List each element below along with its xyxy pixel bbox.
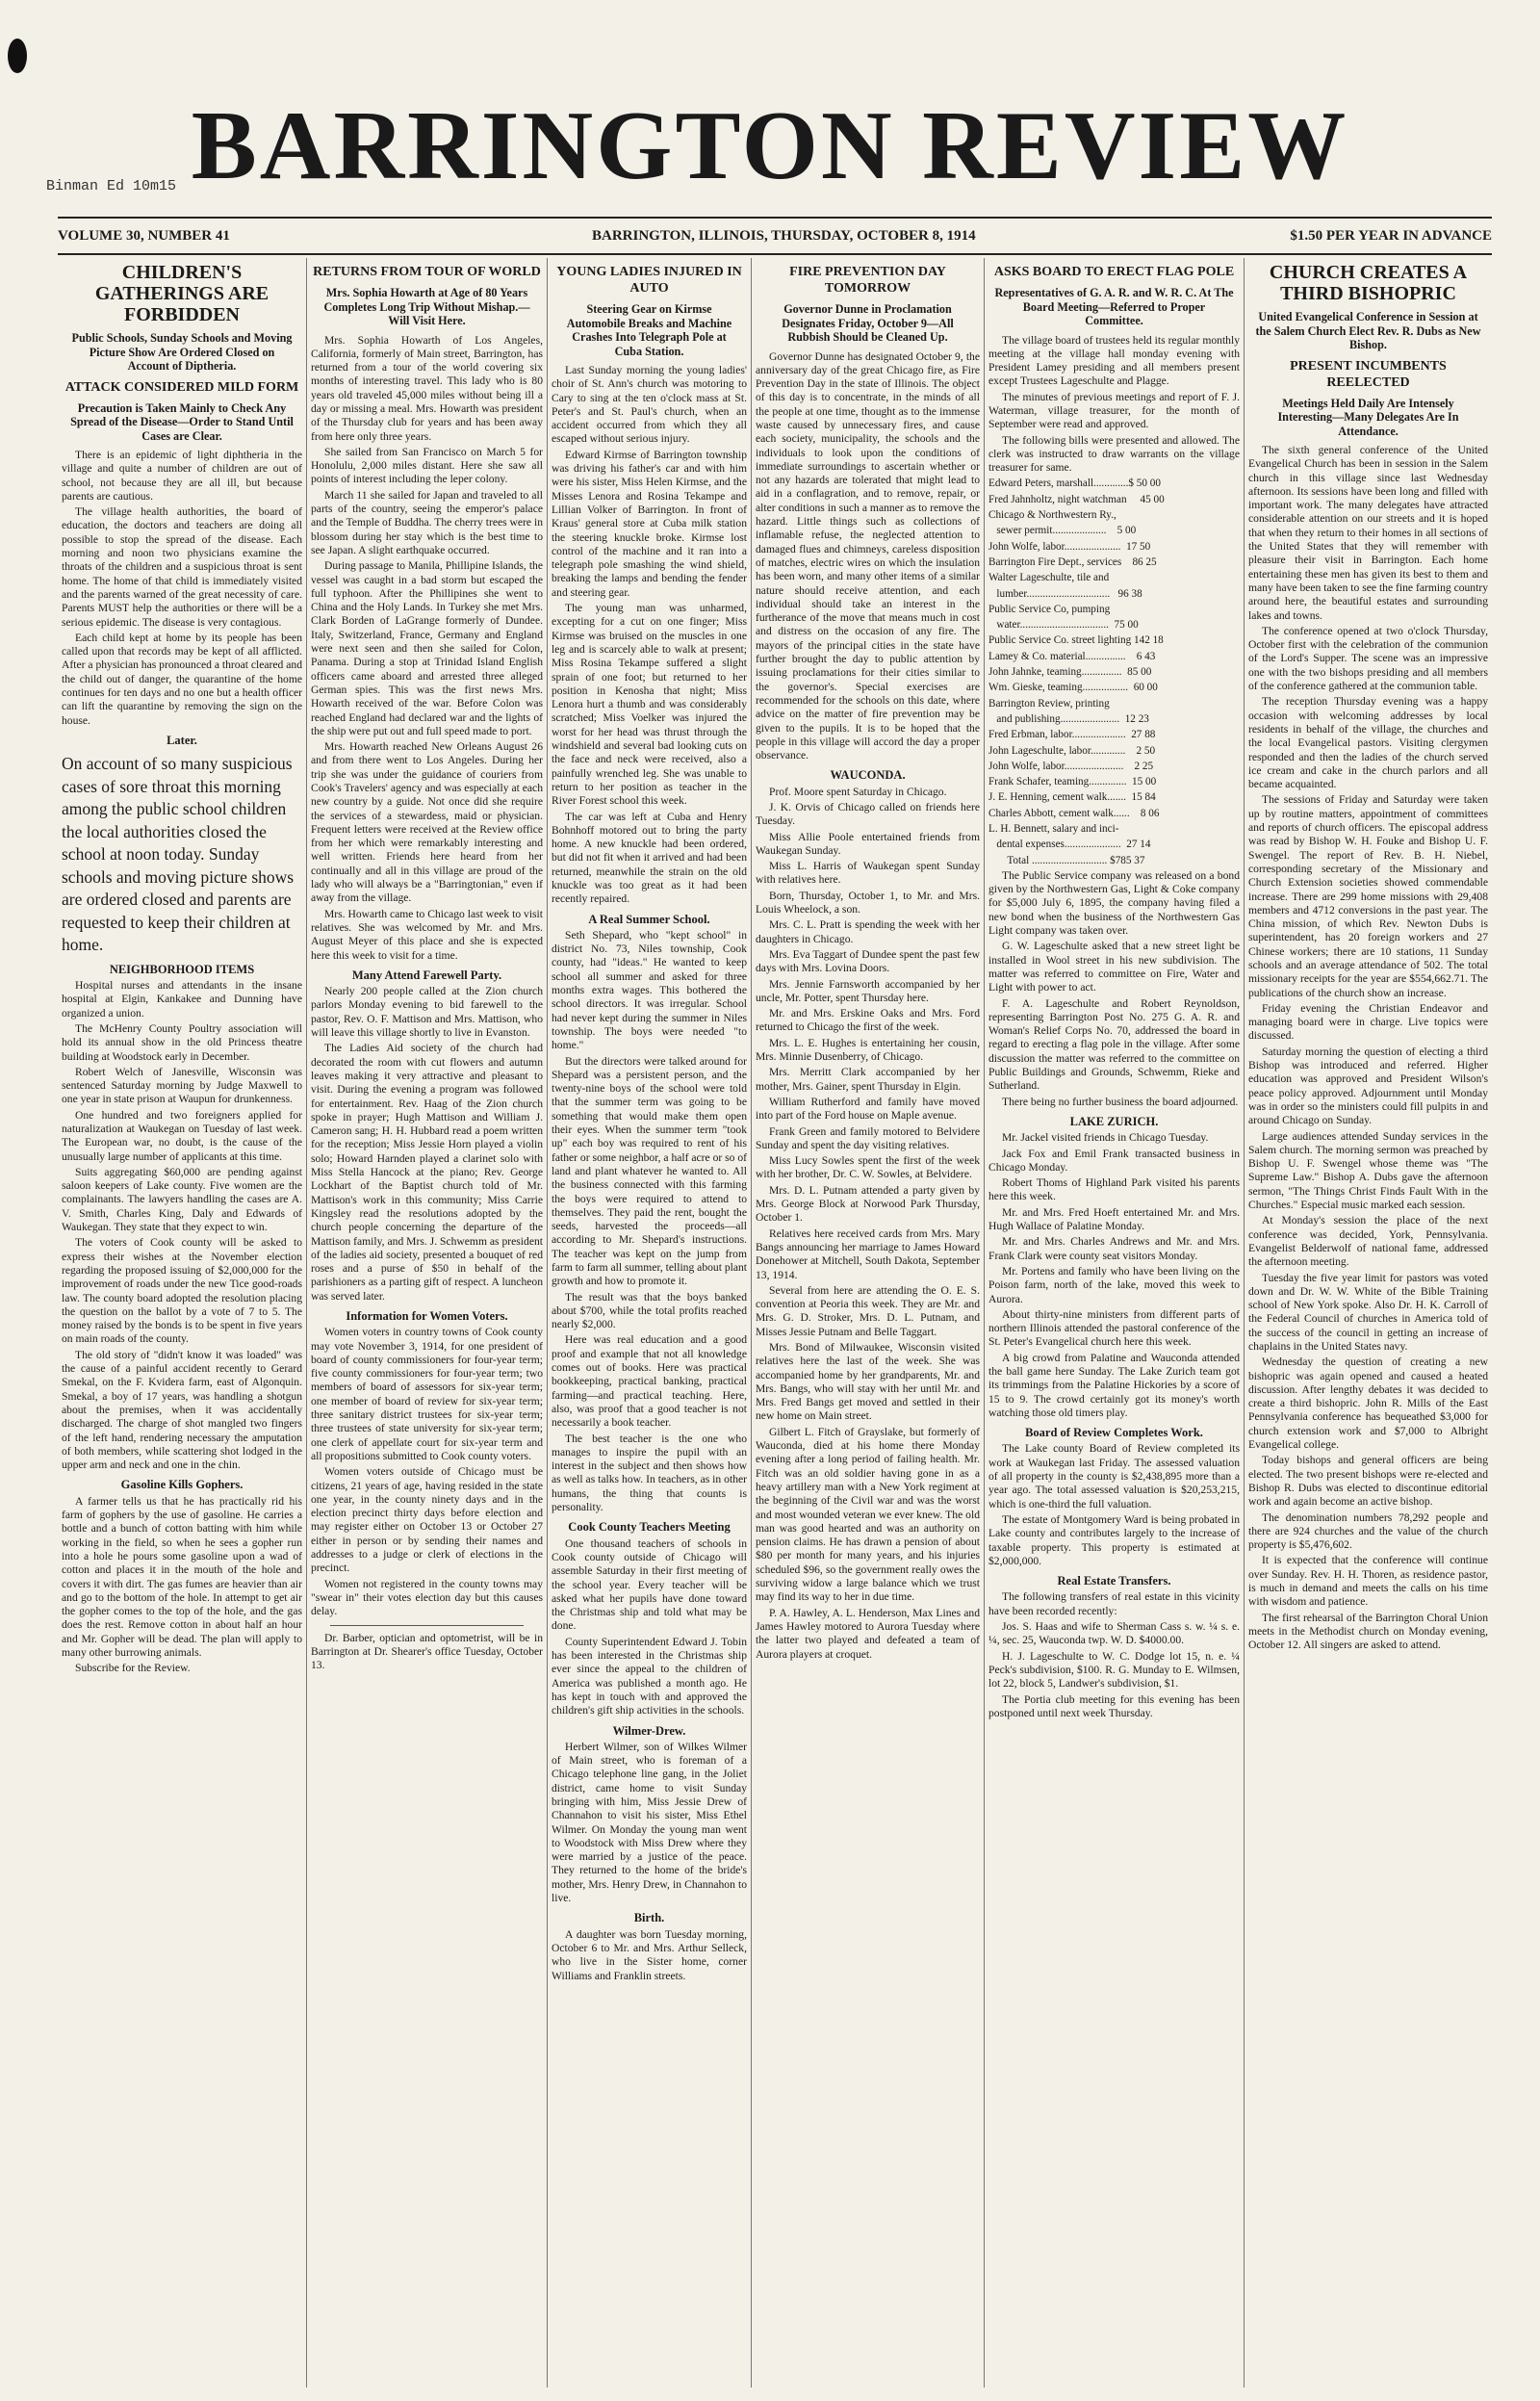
paragraph: G. W. Lageschulte asked that a new street light be installed in Wool street in his new subdivision. The matter was referred to committee on Fire, Water and Light with power to act. — [988, 940, 1240, 994]
paragraph: The Public Service company was released on a bond given by the Northwestern Gas, Light & Coke company for $5,000 July 6, 1895, the company having filed a new bond when the business of the Northwestern Gas Light company was taken over. — [988, 868, 1240, 938]
subhead: Gasoline Kills Gophers. — [120, 1478, 244, 1492]
paragraph: Here was real education and a good proof and example that not all knowledge comes out of books. Here was practical bookkeeping, practical banking, practical farming—and practical teaching. Here, also, was proof that a good teacher is not necessarily a book teacher. — [552, 1333, 747, 1430]
paragraph: The Portia club meeting for this evening has been postponed until next week Thursday. — [988, 1692, 1240, 1719]
paragraph: Nearly 200 people called at the Zion church parlors Monday evening to bid farewell to the pastor, Rev. O. F. Mattison and Mrs. Mattison, who will leave this village shortly to live in Evanston. — [311, 985, 543, 1040]
paragraph: Dr. Barber, optician and optometrist, will be in Barrington at Dr. Shearer's office Tuesday, October 13. — [311, 1631, 543, 1672]
paragraph: Friday evening the Christian Endeavor and managing board were in charge. Live topics were discussed. — [1248, 1001, 1488, 1043]
paragraph: During passage to Manila, Phillipine Islands, the vessel was caught in a bad storm but escaped the full typhoon. After the Phillipines she went to China and the Holy Lands. In Turkey she met Mrs. Clark Borden of LaGrange formerly of Dundee. Italy, Switzerland, France, Germany and England were next seen and then she sailed for Colon, Panama. During a stop at Trinidad Island English officers came aboard and arrested three alleged German spies. This was the first news Mrs. Howarth received of the war. Before Colon was reached England had declared war and the lights of the ship were put out and full speed made to port. — [311, 559, 543, 737]
paragraph: The McHenry County Poultry association will hold its annual show in the old Princess theatre building at Woodstock early in December. — [62, 1021, 302, 1063]
deck: United Evangelical Conference in Session at the Salem Church Elect Rev. R. Dubs as New Bishop. — [1255, 310, 1481, 351]
bill-line: J. E. Henning, cement walk....... 15 84 — [988, 791, 1156, 804]
paragraph: The Ladies Aid society of the church had decorated the room with cut flowers and autumn leaves making it very attractive and pleasant to visit. During the evening a program was followed for entertainment. Rev. Haag of the Zion church spoke in prayer; Hugh Mattison and William J. Cameron sang; H. H. Hubbard read a poem written for the reception; Miss Jessie Horn played a violin solo; Howard Harnden played a clarinet solo with Miss Stella Hancock at the piano; Rev. George Lockhart of the Baptist church told of Mr. Mattison's work in this community; Miss Carrie Kingsley read the resolutions adopted by the church people concerning the departure of the Mattison family, and Mrs. J. Schwemm as president of the ladies aid society, presented a bouquet of red roses and a purse of $50 in behalf of the parishioners as a parting gift of respect. A luncheon was served later. — [311, 1042, 543, 1303]
column-6 — [1244, 258, 1492, 2388]
paragraph: P. A. Hawley, A. L. Henderson, Max Lines and James Hawley motored to Aurora Tuesday where the latter two played and defeated a team of Aurora players at croquet. — [756, 1606, 980, 1661]
paragraph: The following bills were presented and allowed. The clerk was instructed to draw warrants on the village treasurer for same. — [988, 433, 1240, 475]
paragraph: The estate of Montgomery Ward is being probated in Lake county and contributes largely to the increase of taxable property. This property is estimated at $2,000,000. — [988, 1512, 1240, 1567]
headline: CHURCH CREATES A THIRD BISHOPRIC — [1269, 262, 1468, 304]
subhead: WAUCONDA. — [830, 768, 906, 783]
paragraph: Gilbert L. Fitch of Grayslake, but formerly of Wauconda, died at his home there Monday evening after a long period of failing health. Mr. Fitch was an old soldier having gone in as a heavy artillery man with a New York regiment at the beginning of the Civil war and was the worst and most wounded veteran we ever knew. The old man was good hearted and was an authority on pension claims. He has drawn a pension of about $80 per month for many years, and his injuries scheduled $96, so the government really owes the surviving widow a large balance which we trust may find its way to her in due time. — [756, 1425, 980, 1604]
paragraph: One thousand teachers of schools in Cook county outside of Chicago will assemble Saturday in their first meeting of the school year. Every teacher will be asked what her pupils have done toward the Christmas ship and told what may be done. — [552, 1536, 747, 1633]
paragraph: Large audiences attended Sunday services in the Salem church. The morning sermon was preached by Bishop U. F. Swengel whose theme was "The Supreme Law." Bishop A. Dubs gave the afternoon sermon, "The Things Christ Finds Fault With in the Churches." Especial music marked each session. — [1248, 1129, 1488, 1212]
paragraph: The young man was unharmed, excepting for a cut on one finger; Miss Kirmse was bruised on the muscles in one leg and is scarcely able to walk at present; Miss Rosina Tekampe suffered a slight sprain of one foot; but returned to her position in Kenosha that night; Miss Lenora hurt a thumb and was considerably scratched; Miss Voelker was injured the worst for her head was thrust through the windshield and several bad looking cuts on the face and neck were received, also a painfully wrenched leg. She was unable to return to her position as teacher in the River Forest school this week. — [552, 602, 747, 808]
masthead: BARRINGTON REVIEW — [191, 91, 1349, 200]
paragraph: Mrs. Sophia Howarth of Los Angeles, California, formerly of Main street, Barrington, has returned from a tour of the world covering six months of interesting travel. This lady who is 80 years old traveled 45,000 miles without being ill a day or missing a meal. Mrs. Howarth was president of the Thursday club for years and has been away from here only three years. — [311, 333, 543, 443]
paragraph: March 11 she sailed for Japan and traveled to all parts of the country, seeing the emperor's palace and the Temple of Buddha. The cherry trees were in blossom during her stay which is the best time to see Japan. A slight earthquake occurred. — [311, 488, 543, 556]
bill-line: John Lageschulte, labor............. 2 50 — [988, 744, 1156, 757]
bill-line: water................................. 75 00 — [988, 619, 1139, 632]
paragraph: The following transfers of real estate in this vicinity have been recorded recently: — [988, 1590, 1240, 1617]
paragraph: The conference opened at two o'clock Thursday, October first with the celebration of the communion of the Lord's Supper. The scene was an impressive one with the two bishops presiding and all members of the conference gathered at the communion table. — [1248, 624, 1488, 693]
bill-line: Frank Schafer, teaming.............. 15 00 — [988, 776, 1157, 788]
ink-blot — [8, 39, 27, 73]
paragraph: Mr. Jackel visited friends in Chicago Tuesday. — [1002, 1131, 1209, 1145]
bill-line: sewer permit.................... 5 00 — [988, 525, 1137, 537]
paragraph: The village health authorities, the board of education, the doctors and teachers are doing all possible to stop the spread of the disease. Each morning and noon two physicians examine the throats of the children and a suspicious throat is sent home. The home of that child is immediately visited and the parents warned of the great necessity of care. Parents MUST help the authorities or there will be a serious epidemic. The disease is very contagious. — [62, 505, 302, 629]
bulletin-text: On account of so many suspicious cases of sore throat this morning among the public school children the local authorities closed the school at noon today. Sunday schools and moving picture shows are ordered closed and parents are requested to keep their children at home. — [62, 754, 295, 955]
paragraph: She sailed from San Francisco on March 5 for Honolulu, 2,000 miles distant. Here she saw all points of interest including the leper colony. — [311, 445, 543, 486]
bill-line: Edward Peters, marshall.............$ 50 00 — [988, 478, 1161, 490]
column-1 — [58, 258, 306, 2388]
subhead: A Real Summer School. — [588, 912, 710, 926]
headline: ATTACK CONSIDERED MILD FORM — [64, 379, 299, 395]
paragraph: The Lake county Board of Review completed its work at Waukegan last Friday. The assessed valuation of all property in the county is $2,438,895 more than a year ago. The total assessed valuation is $20,253,215, which is one-third the full valuation. — [988, 1442, 1240, 1510]
paragraph: Born, Thursday, October 1, to Mr. and Mrs. Louis Wheelock, a son. — [756, 889, 980, 917]
headline: RETURNS FROM TOUR OF WORLD — [313, 265, 541, 279]
paragraph: Mrs. Howarth came to Chicago last week to visit relatives. She was welcomed by Mr. and Mrs. August Meyer of this place and she is expected here this week to visit for a time. — [311, 907, 543, 962]
paragraph: Mrs. Eva Taggart of Dundee spent the past few days with Mrs. Lovina Doors. — [756, 947, 980, 975]
divider — [330, 1625, 524, 1626]
bill-line: Fred Jahnholtz, night watchman 45 00 — [988, 493, 1165, 505]
deck: Governor Dunne in Proclamation Designates Friday, October 9—All Rubbish Should be Cleaned Up. — [782, 302, 954, 344]
bill-line: L. H. Bennett, salary and inci- — [988, 823, 1119, 835]
paragraph: Herbert Wilmer, son of Wilkes Wilmer of Main street, who is foreman of a Chicago telephone line gang, in the Joliet district, came home to visit Sunday bringing with him, Miss Jessie Drew of Channahon to visit his sister, Miss Ethel Wilmer. On Monday the young man went to Woodstock with Miss Drew where they were married by a justice of the peace. They returned to the home of the bride's mother, Mrs. Henry Drew, in Channahon to live. — [552, 1740, 747, 1905]
paragraph: A big crowd from Palatine and Wauconda attended the ball game here Sunday. The Lake Zurich team got its trimmings from the Palatine Hickories by a score of 15 to 9. The crowd certainly got its money's worth watching those old timers play. — [988, 1351, 1240, 1419]
subhead: Board of Review Completes Work. — [1025, 1426, 1203, 1440]
paragraph: Mr. Portens and family who have been living on the Poison farm, north of the lake, moved this week to Aurora. — [988, 1264, 1240, 1305]
bill-line: and publishing...................... 12 23 — [988, 712, 1149, 725]
paragraph: The village board of trustees held its regular monthly meeting at the village hall monday evening with President Lamey presiding and all members present except Trustees Lageschulte and Plagge. — [988, 333, 1240, 388]
subhead: Wilmer-Drew. — [612, 1723, 686, 1738]
paragraph: Wednesday the question of creating a new bishopric was again opened and caused a heated discussion. After lengthy debates it was decided to create a third bishopric. John R. Mills of the East Pennsylvania conference has bequeathed $3,000 for church extension work and $7,000 to Albright Evangelical college. — [1248, 1355, 1488, 1452]
column-4 — [751, 258, 984, 2388]
paragraph: One hundred and two foreigners applied for naturalization at Waukegan on Tuesday of last week. The European war, no doubt, is the cause of the unusually large number of applicants at this time. — [62, 1108, 302, 1163]
paragraph: Hospital nurses and attendants in the insane hospital at Elgin, Kankakee and Dunning have organized a union. — [62, 979, 302, 1020]
bill-line: John Wolfe, labor...................... 2 25 — [988, 760, 1154, 772]
paragraph: The voters of Cook county will be asked to express their wishes at the November election regarding the proposed issuing of $2,000,000 for the improvement of roads under the new Tice good-roads law. The county board adopted the resolution placing the question on the ballot by a vote of 7 to 5. The money raised by the bonds is to be spent in five years on main roads of the county. — [62, 1236, 302, 1346]
paragraph: It is expected that the conference will continue over Sunday. Rev. H. H. Thoren, as residence pastor, is much in demand and meets the calls on his time with wisdom and patience. — [1248, 1554, 1488, 1609]
paragraph: Subscribe for the Review. — [75, 1662, 191, 1675]
paragraph: Today bishops and general officers are being elected. The two present bishops were re-elected and Bishop R. Dubs was elected to discontinue editorial work and again become an active bishop. — [1248, 1454, 1488, 1509]
paragraph: The reception Thursday evening was a happy occasion with welcoming addresses by local residents in behalf of the village, the churches and the local Evangelical pastors. Visiting clergymen responded and then the ladies of the church served ice cream and cake in the church parlors and all became acquainted. — [1248, 695, 1488, 791]
column-5 — [984, 258, 1244, 2388]
subhead: Information for Women Voters. — [346, 1308, 508, 1323]
bill-line: Wm. Gieske, teaming................. 60 00 — [988, 682, 1158, 694]
bill-line: Barrington Review, printing — [988, 697, 1110, 710]
column-3 — [547, 258, 751, 2388]
volume-number: VOLUME 30, NUMBER 41 — [58, 228, 230, 244]
column-2 — [306, 258, 547, 2388]
paragraph: Mr. and Mrs. Erskine Oaks and Mrs. Ford returned to Chicago the first of the week. — [756, 1007, 980, 1034]
paragraph: Saturday morning the question of electing a third Bishop was introduced and referred. Higher education was approved and President Wilson's peace policy approved. Adjournment until Monday was in order so the ministers could fill pulpits in and around Chicago on Sunday. — [1248, 1045, 1488, 1127]
paragraph: Women voters outside of Chicago must be citizens, 21 years of age, having resided in the state one year, in the county ninety days and in the election precinct thirty days before election and may register either on October 13 or October 27 either in person or by sending their names and addresses to a judge or clerk of elections in the precinct. — [311, 1465, 543, 1575]
paragraph: The first rehearsal of the Barrington Choral Union meets in the Methodist church on Monday evening, October 12. All singers are asked to attend. — [1248, 1611, 1488, 1652]
paragraph: The result was that the boys banked about $700, while the total profits reached nearly $2,000. — [552, 1290, 747, 1331]
headline: YOUNG LADIES INJURED IN AUTO — [556, 265, 742, 296]
subhead: NEIGHBORHOOD ITEMS — [109, 962, 255, 976]
paragraph: Several from here are attending the O. E. S. convention at Peoria this week. They are Mr. and Mrs. G. D. Stroker, Mrs. D. L. Putnam, and Misses Jessie Putnam and Belle Taggart. — [756, 1283, 980, 1338]
bill-line: lumber............................... 96 38 — [988, 587, 1142, 600]
deck: Steering Gear on Kirmse Automobile Breaks and Machine Crashes Into Telegraph Pole at Cuba Station. — [566, 302, 732, 358]
subhead: LAKE ZURICH. — [1069, 1114, 1159, 1128]
paragraph: A farmer tells us that he has practically rid his farm of gophers by the use of gasoline. He carries a bottle and a bunch of cotton batting with him while working in the field, so when he sees a gopher run into a hole he pours some gasoline upon a wad of cotton and places it in the mouth of the hole and covers it with dirt. The gas fumes are heavier than air and go to the bottom of the hole. In attempt to get air the gopher comes to the top of the hole, and the gas does the rest. Remove cotton in about half an hour and Mr. Gopher will be dead. The plan will apply to many other burrowing animals. — [62, 1494, 302, 1659]
paragraph: William Rutherford and family have moved into part of the Ford house on Maple avenue. — [756, 1095, 980, 1123]
deck: Precaution is Taken Mainly to Check Any Spread of the Disease—Order to Stand Until Cases are Clear. — [70, 400, 294, 443]
paragraph: At Monday's session the place of the next conference was decided, York, Pennsylvania. Evangelist Belderwolf of national fame, addressed the afternoon meeting. — [1248, 1214, 1488, 1269]
headline: CHILDREN'S GATHERINGS ARE FORBIDDEN — [94, 262, 270, 325]
bill-line: Fred Erbman, labor.................... 27 88 — [988, 729, 1156, 741]
headline: ASKS BOARD TO ERECT FLAG POLE — [993, 265, 1235, 279]
deck: Meetings Held Daily Are Intensely Interesting—Many Delegates Are In Attendance. — [1277, 396, 1459, 438]
paragraph: About thirty-nine ministers from different parts of northern Illinois attended the pastoral conference of the St. Peter's Evangelical church here this week. — [988, 1307, 1240, 1349]
paragraph: The car was left at Cuba and Henry Bohnhoff motored out to bring the party home. A new knuckle had been ordered, but did not fit when it arrived and had been returned, meanwhile the strain on the old knuckle was too great as it had been recently repaired. — [552, 810, 747, 906]
paragraph: Mrs. Bond of Milwaukee, Wisconsin visited relatives here the last of the week. She was accompanied home by her grandparents, Mr. and Mrs. Bangs, who will stay with her until Mr. and Mrs. Fred Bangs get moved and settled in their new home on Main street. — [756, 1340, 980, 1423]
paragraph: County Superintendent Edward J. Tobin has been interested in the Christmas ship ever since the appeal to the children of America was published a month ago. He has kept in touch with and approved the children's gift ship activities in the schools. — [552, 1635, 747, 1717]
deck: Mrs. Sophia Howarth at Age of 80 Years Completes Long Trip Without Mishap.—Will Visit Here. — [323, 286, 530, 327]
bill-line: Walter Lageschulte, tile and — [988, 572, 1110, 584]
paragraph: Mrs. Jennie Farnsworth accompanied by her uncle, Mr. Potter, spent Thursday here. — [756, 977, 980, 1004]
paragraph: Women not registered in the county towns may "swear in" their votes election day but this causes delay. — [311, 1577, 543, 1618]
bill-line: John Wolfe, labor..................... 17 50 — [988, 540, 1151, 553]
paragraph: Jack Fox and Emil Frank transacted business in Chicago Monday. — [988, 1147, 1240, 1174]
paragraph: Women voters in country towns of Cook county may vote November 3, 1914, for one president of board of county commissioners for four-year term; five county commissioners for four-year term; two members of board of assessors for six-year term; one member of board of review for six-year term; three sanitary district trustees for six-year term; three trustees of state university for six-year term; one clerk of appellate court for six-year term and all propositions submitted to Cook county voters. — [311, 1326, 543, 1462]
place-date: BARRINGTON, ILLINOIS, THURSDAY, OCTOBER 8, 1914 — [592, 228, 976, 244]
paragraph: The old story of "didn't know it was loaded" was the cause of a painful accident recently to Gerard Smekal, on the F. Kvidera farm, east of Algonquin. Smekal, a boy of 17 years, was handling a shotgun about the premises, when it was accidentally discharged. The charge of shot mangled two fingers of the left hand, rendering necessary the amputation of both members, while scattering shot lodged in the upper arm and neck and one in the chin. — [62, 1348, 302, 1472]
paragraph: H. J. Lageschulte to W. C. Dodge lot 15, n. e. ¼ Peck's subdivision, $100. R. G. Munday to E. Wilmsen, lot 22, block 5, Landwer's subdivision, $1. — [988, 1649, 1240, 1691]
paragraph: Frank Green and family motored to Belvidere Sunday and spent the day visiting relatives. — [756, 1124, 980, 1151]
deck: Public Schools, Sunday Schools and Moving Picture Show Are Ordered Closed on Account of Diptheria. — [71, 331, 293, 373]
archive-stamp: Binman Ed 10m15 — [46, 178, 177, 194]
bill-line: Charles Abbott, cement walk...... 8 06 — [988, 807, 1160, 819]
bill-line: dental expenses..................... 27 14 — [988, 839, 1151, 851]
paragraph: Suits aggregating $60,000 are pending against saloon keepers of Lake county. Five women are the complainants. The lawyers handling the cases are A. V. Smith, Charles King, Daly and Edwards of Waukegan. They state that they expect to win. — [62, 1165, 302, 1234]
paragraph: Jos. S. Haas and wife to Sherman Cass s. w. ¼ s. e. ¼, sec. 25, Wauconda twp. W. D. $4000.00. — [988, 1620, 1240, 1647]
paragraph: F. A. Lageschulte and Robert Reynoldson, representing Barrington Post No. 275 G. A. R. and Woman's Relief Corps No. 70, addressed the board in regard to erecting a flag pole in the village. After some discussion the matter was referred to the committee on Public Buildings and Grounds, Schwemm, Rieke and Sutherland. — [988, 996, 1240, 1093]
subhead: Many Attend Farewell Party. — [351, 968, 502, 982]
paragraph: But the directors were talked around for Shepard was a persistent person, and the twenty-nine boys of the school were told that the summer term was going to be something that would make them open their eyes. When the summer term "took up" each boy was required to rent of his father or some neighbor, a half acre or so of land and plant whatever he wanted to. All the business connected with this farming the boys were required to attend to themselves. They paid the rent, bought the seeds, harvested the proceeds—all according to Mr. Shepard's instructions. The teacher was kept on the jump from farm to farm all summer, telling about plant growth and how to promote it. — [552, 1054, 748, 1288]
paragraph: Seth Shepard, who "kept school" in district No. 73, Niles township, Cook county, had "ideas." He wanted to keep school all summer and asked for three months extra wages. This bothered the school directors. It was irregular. School had never kept during the summer in Niles township. The boys were needed "to home." — [552, 928, 747, 1052]
paragraph: Mr. and Mrs. Charles Andrews and Mr. and Mrs. Frank Clark were county seat visitors Monday. — [988, 1235, 1240, 1262]
bill-line: Chicago & Northwestern Ry., — [988, 509, 1116, 522]
paragraph: Miss Lucy Sowles spent the first of the week with her brother, Dr. C. W. Sowles, at Belvidere. — [756, 1154, 980, 1181]
paragraph: Mrs. D. L. Putnam attended a party given by Mrs. George Block at Norwood Park Thursday, October 1. — [756, 1183, 980, 1225]
subhead: Later. — [167, 733, 197, 747]
paragraph: Last Sunday morning the young ladies' choir of St. Ann's church was motoring to Cary to sing at the ten o'clock mass at St. Peter's and St. Paul's church, when an accident occurred from which they all escaped without serious injury. — [552, 364, 747, 446]
bill-line: Lamey & Co. material............... 6 43 — [988, 650, 1156, 662]
headline: PRESENT INCUMBENTS REELECTED — [1290, 358, 1447, 390]
paragraph: Mr. and Mrs. Fred Hoeft entertained Mr. and Mrs. Hugh Wallace of Palatine Monday. — [988, 1205, 1240, 1233]
paragraph: Mrs. L. E. Hughes is entertaining her cousin, Mrs. Minnie Dusenberry, of Chicago. — [756, 1036, 980, 1064]
paragraph: The denomination numbers 78,292 people and there are 924 churches and the value of the church property is $5,476,602. — [1248, 1510, 1488, 1552]
paragraph: Relatives here received cards from Mrs. Mary Bangs announcing her marriage to James Howard Donehower at Mitchell, South Dakota, September 13, 1914. — [756, 1226, 980, 1281]
subscription-price: $1.50 PER YEAR IN ADVANCE — [1290, 228, 1492, 244]
paragraph: The best teacher is the one who manages to inspire the pupil with an interest in the subject and then shows how as well as talks how. In teachers, as in other humans, the thing that counts is personality. — [552, 1432, 747, 1514]
dateline-bar — [58, 217, 1492, 255]
paragraph: Mrs. C. L. Pratt is spending the week with her daughters in Chicago. — [756, 918, 980, 945]
paragraph: Edward Kirmse of Barrington township was driving his father's car and with him were his sister, Miss Helen Kirmse, and the Misses Lenora and Rosina Tekampe and Lillian Volker of Barrington. In front of Kraus' general store at Cuba milk station the steering knuckle broke. Kirmse lost control of the machine and it ran into a telegraph pole smashing the wind shield, breaking the lamps and bending the fender and steering gear. — [552, 448, 747, 599]
paragraph: The minutes of previous meetings and report of F. J. Waterman, village treasurer, for the month of September were read and approved. — [988, 390, 1240, 431]
paragraph: There is an epidemic of light diphtheria in the village and quite a number of children are out of school, not because they are all ill, but because parents are cautious. — [62, 449, 302, 503]
paragraph: The sixth general conference of the United Evangelical Church has been in session in the Salem church in this village since last Wednesday afternoon. Its sessions have been long and filled with important work. The many delegates have attracted considerable attention on our streets and it is hoped that when they return to their homes in all sections of the United States that they will remember with pleasure their visit in Barrington. Each home entertaining these men has given its best to them and many have been taken to see the fine farming country around here, the beautiful estates and surrounding lakes and towns. — [1248, 444, 1488, 622]
headline: FIRE PREVENTION DAY TOMORROW — [789, 265, 946, 296]
paragraph: Tuesday the five year limit for pastors was voted down and Dr. W. W. White of the Bible Training school of New York spoke. Also Dr. H. K. Carroll of the Federal Council of churches in America told of the success of the council in getting an increase of chaplains in the United States navy. — [1248, 1271, 1488, 1353]
subhead: Birth. — [633, 1911, 665, 1925]
bill-line: Public Service Co, pumping — [988, 603, 1111, 615]
subhead: Cook County Teachers Meeting — [568, 1520, 731, 1535]
paragraph: Each child kept at home by its people has been called upon that records may be kept of all afflicted. After a physician has pronounced a throat cleared and the child out of danger, the quarantine of the home continues for ten days and no one but a health officer can lift the quarantine by removing the sign on the house. — [62, 631, 302, 727]
paragraph: J. K. Orvis of Chicago called on friends here Tuesday. — [756, 801, 980, 828]
bill-line: Barrington Fire Dept., services 86 25 — [988, 555, 1157, 568]
bill-line: Public Service Co. street lighting 142 18 — [988, 634, 1164, 647]
deck: Representatives of G. A. R. and W. R. C. At The Board Meeting—Referred to Proper Committee. — [994, 286, 1234, 327]
bill-line: John Jahnke, teaming............... 85 00 — [988, 666, 1152, 679]
bills-list — [988, 477, 1240, 866]
paragraph: Robert Welch of Janesville, Wisconsin was sentenced Saturday morning by Judge Maxwell to one year in state prison at Waupun for drunkenness. — [62, 1065, 302, 1106]
bill-line: Total ............................ $785 37 — [988, 854, 1145, 866]
paragraph: There being no further business the board adjourned. — [1002, 1095, 1239, 1108]
subhead: Real Estate Transfers. — [1057, 1574, 1171, 1588]
paragraph: Prof. Moore spent Saturday in Chicago. — [769, 785, 947, 798]
paragraph: Governor Dunne has designated October 9, the anniversary day of the great Chicago fire, as Fire Prevention Day in the state of Illinois. The object of this day is to concentrate, in the minds of all the people at one time, thought as to the immense waste caused by unnecessary fires, and cause each society, municipality, the schools and the individuals to look upon the conditions of immediate surroundings to ascertain whether or not any hazards are tolerated that might lead to aid in a conflagration, and to remove, repair, or alter conditions in such a manner as to remove the hazard. Little things such as collections of inflamable refuse, the neglected attention to damaged flues and chimneys, careless disposition of matches, electric wires on which the insulation has been worn, and many other items of a similar nature should receive attention, and each individual should take an interest in the furtherance of the move that means much in cost and distress on the occasion of any fire. The mayors of the principal cities in the state have further brought the day to public attention by issuing proclamations for their cities similar to the governor's. Special exercises are recommended for the schools on this date, where advice on the matter of fire prevention may be given to the pupils. It is to be hoped that the people in this village will accord the day a proper observance. — [756, 349, 980, 762]
paragraph: Robert Thoms of Highland Park visited his parents here this week. — [988, 1176, 1240, 1203]
paragraph: The sessions of Friday and Saturday were taken up by routine matters, appointment of committees and reports of church officers. The episcopal address was read by Bishop W. H. Fouke and Bishop U. F. Swengel. The report of Rev. B. H. Niebel, corresponding secretary of the Missionary and Church Extension societies showed commendable increase. There are 299 home missions with 29,408 members and 4712 conversions in the past year. The China mission, of which Rev. Newton Dubs is superintendent, has 20 foreign workers and 27 Chinese workers; there are 10 stations, 11 Sunday schools and an average attendance of 502. The total missionary receipts for the year are $554,662.71. The publications of the church show an increase. — [1248, 793, 1488, 999]
paragraph: Mrs. Merritt Clark accompanied by her mother, Mrs. Gainer, spent Thursday in Elgin. — [756, 1066, 980, 1093]
paragraph: Miss Allie Poole entertained friends from Waukegan Sunday. — [756, 830, 980, 857]
paragraph: Mrs. Howarth reached New Orleans August 26 and from there went to Los Angeles. During her trip she was under the guidance of couriers from Cook's Travelers' agency and was especially at each new country by a guide. Not once did she require the services of a stewardess, maid or physician. Frequent letters were received at the Review office from her which were remarkably interesting and well written. Friends here heard from her continually and all in this village are proud of the lady who will always be a "Barringtonian," even if away from the village. — [311, 740, 543, 905]
paragraph: Miss L. Harris of Waukegan spent Sunday with relatives here. — [756, 860, 980, 887]
paragraph: A daughter was born Tuesday morning, October 6 to Mr. and Mrs. Arthur Selleck, who live in the Sister home, corner Williams and Franklin streets. — [552, 1927, 747, 1982]
